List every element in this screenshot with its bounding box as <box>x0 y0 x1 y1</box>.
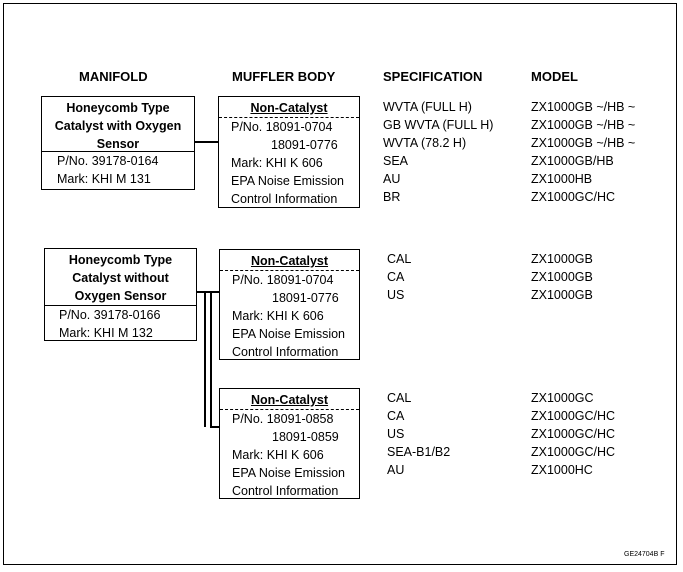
muffler-epa-line: Control Information <box>232 345 339 359</box>
model-item: ZX1000GB ~/HB ~ <box>531 100 636 114</box>
figure-code: GE24704B F <box>624 551 665 558</box>
model-item: ZX1000GB/HB <box>531 154 614 168</box>
muffler-box-3 <box>219 388 360 499</box>
spec-item: AU <box>387 463 405 477</box>
header-muffler-body: MUFFLER BODY <box>232 69 336 84</box>
spec-item: CAL <box>387 252 412 266</box>
connector-line <box>197 291 219 293</box>
muffler-epa-line: EPA Noise Emission <box>231 174 345 188</box>
muffler-part-number-alt: 18091-0859 <box>272 430 339 444</box>
muffler-mark: Mark: KHI K 606 <box>231 156 323 170</box>
model-item: ZX1000GC/HC <box>531 190 616 204</box>
spec-item: CAL <box>387 391 412 405</box>
spec-item: SEA <box>383 154 409 168</box>
spec-item: US <box>387 427 405 441</box>
model-item: ZX1000GB ~/HB ~ <box>531 136 636 150</box>
connector-line <box>204 291 206 427</box>
spec-group-2 <box>387 250 411 304</box>
model-item: ZX1000GC/HC <box>531 409 616 423</box>
muffler-part-number: P/No. 18091-0704 <box>231 120 333 134</box>
manifold-part-number: P/No. 39178-0164 <box>57 154 159 168</box>
muffler-mark: Mark: KHI K 606 <box>232 448 324 462</box>
manifold-mark: Mark: KHI M 131 <box>57 172 151 186</box>
muffler-epa-line: Control Information <box>231 192 338 206</box>
spec-item: WVTA (FULL H) <box>383 100 472 114</box>
model-group-1 <box>531 98 635 206</box>
spec-group-3 <box>387 389 450 479</box>
muffler-part-number: P/No. 18091-0858 <box>232 412 334 426</box>
model-item: ZX1000GC/HC <box>531 427 616 441</box>
spec-item: US <box>387 288 405 302</box>
model-item: ZX1000GC/HC <box>531 445 616 459</box>
manifold-box-with-sensor <box>41 96 195 190</box>
spec-item: CA <box>387 409 405 423</box>
muffler-epa-line: Control Information <box>232 484 339 498</box>
spec-item: CA <box>387 270 405 284</box>
model-item: ZX1000GB <box>531 270 593 284</box>
spec-item: GB WVTA (FULL H) <box>383 118 494 132</box>
muffler-epa-line: EPA Noise Emission <box>232 466 346 480</box>
model-group-2 <box>531 250 593 304</box>
muffler-part-number-alt: 18091-0776 <box>271 138 338 152</box>
connector-line <box>210 426 219 428</box>
model-group-3 <box>531 389 615 479</box>
header-specification: SPECIFICATION <box>383 69 483 84</box>
muffler-box-2 <box>219 249 360 360</box>
muffler-box-1 <box>218 96 360 208</box>
manifold-mark: Mark: KHI M 132 <box>59 326 153 340</box>
manifold-title-line: Oxygen Sensor <box>74 289 167 303</box>
model-item: ZX1000GB <box>531 288 593 302</box>
manifold-part-number: P/No. 39178-0166 <box>59 308 161 322</box>
muffler-mark: Mark: KHI K 606 <box>232 309 324 323</box>
manifold-title-line: Honeycomb Type <box>66 101 170 115</box>
spec-item: WVTA (78.2 H) <box>383 136 467 150</box>
model-item: ZX1000GB <box>531 252 593 266</box>
model-item: ZX1000GC <box>531 391 594 405</box>
muffler-title: Non-Catalyst <box>250 393 329 407</box>
model-item: ZX1000GB ~/HB ~ <box>531 118 636 132</box>
spec-item: SEA-B1/B2 <box>387 445 451 459</box>
muffler-title: Non-Catalyst <box>250 101 328 115</box>
connector-line <box>210 291 212 427</box>
muffler-part-number: P/No. 18091-0704 <box>232 273 334 287</box>
manifold-box-without-sensor <box>44 248 197 341</box>
spec-item: AU <box>383 172 401 186</box>
manifold-title-line: Catalyst without <box>72 271 169 285</box>
manifold-title-line: Sensor <box>96 137 140 151</box>
spec-item: BR <box>383 190 401 204</box>
connector-line <box>195 141 218 143</box>
muffler-title: Non-Catalyst <box>250 254 329 268</box>
model-item: ZX1000HC <box>531 463 593 477</box>
muffler-part-number-alt: 18091-0776 <box>272 291 339 305</box>
model-item: ZX1000HB <box>531 172 593 186</box>
manifold-title-line: Honeycomb Type <box>68 253 173 267</box>
muffler-epa-line: EPA Noise Emission <box>232 327 346 341</box>
spec-group-1 <box>383 98 493 206</box>
manifold-title-line: Catalyst with Oxygen <box>54 119 182 133</box>
header-manifold: MANIFOLD <box>79 69 148 84</box>
header-model: MODEL <box>531 69 578 84</box>
